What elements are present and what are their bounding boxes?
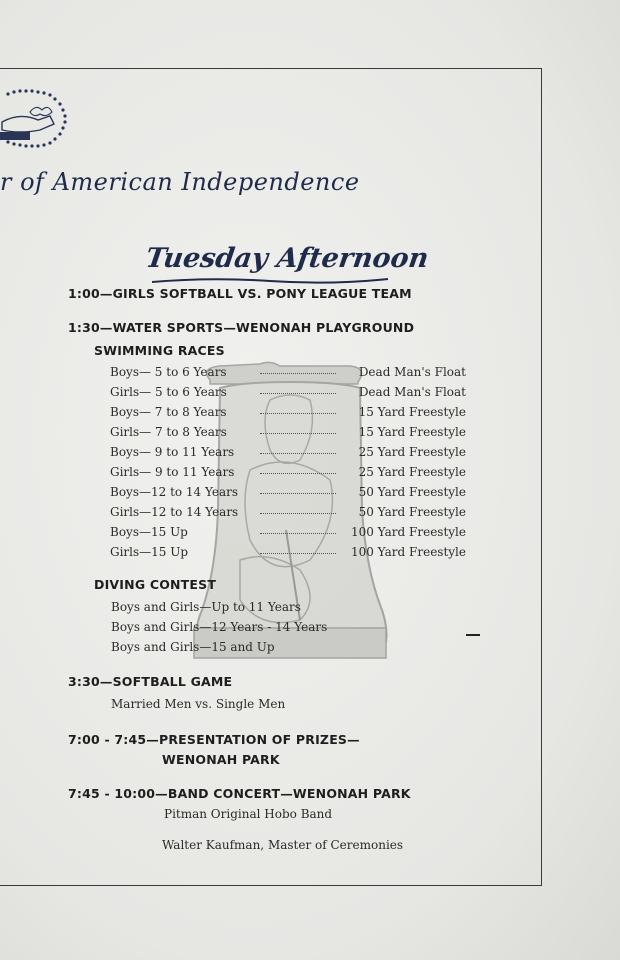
diving-group: Boys and Girls—Up to 11 Years — [111, 600, 301, 614]
event-softball-game: 3:30—SOFTBALL GAME — [68, 674, 233, 689]
race-row — [110, 485, 466, 501]
race-age-group: Boys—15 Up — [110, 525, 188, 539]
event-band-concert: 7:45 - 10:00—BAND CONCERT—WENONAH PARK — [68, 786, 411, 801]
race-row — [110, 505, 466, 521]
dot-leader — [260, 433, 336, 434]
race-age-group: Girls—12 to 14 Years — [110, 505, 239, 519]
race-row — [110, 545, 466, 561]
dot-leader — [260, 493, 336, 494]
stray-dash-mark — [466, 634, 480, 636]
race-age-group: Boys— 7 to 8 Years — [110, 405, 227, 419]
dot-leader — [260, 473, 336, 474]
race-event: Dead Man's Float — [358, 385, 466, 399]
section-title: Tuesday Afternoon — [143, 243, 431, 274]
event-girls-softball: 1:00—GIRLS SOFTBALL VS. PONY LEAGUE TEAM — [68, 286, 412, 301]
race-event: 100 Yard Freestyle — [350, 545, 466, 559]
race-row — [110, 405, 466, 421]
race-row — [110, 365, 466, 381]
race-event: 50 Yard Freestyle — [358, 505, 466, 519]
event-presentation-location: WENONAH PARK — [162, 752, 280, 767]
race-row — [110, 425, 466, 441]
race-row — [110, 465, 466, 481]
race-event: 50 Yard Freestyle — [358, 485, 466, 499]
event-presentation-of-prizes: 7:00 - 7:45—PRESENTATION OF PRIZES— — [68, 732, 360, 747]
diving-group: Boys and Girls—12 Years - 14 Years — [111, 620, 328, 634]
race-event: 15 Yard Freestyle — [358, 425, 466, 439]
race-age-group: Boys— 9 to 11 Years — [110, 445, 235, 459]
race-event: 15 Yard Freestyle — [358, 405, 466, 419]
dot-leader — [260, 393, 336, 394]
dot-leader — [260, 513, 336, 514]
master-of-ceremonies: Walter Kaufman, Master of Ceremonies — [162, 838, 404, 852]
page-header-title: r of American Independence — [0, 168, 360, 196]
race-age-group: Girls— 9 to 11 Years — [110, 465, 235, 479]
race-event: 25 Yard Freestyle — [358, 445, 466, 459]
title-swash-underline — [150, 276, 390, 286]
race-age-group: Boys— 5 to 6 Years — [110, 365, 227, 379]
event-water-sports: 1:30—WATER SPORTS—WENONAH PLAYGROUND — [68, 320, 415, 335]
diving-group: Boys and Girls—15 and Up — [111, 640, 275, 654]
race-age-group: Boys—12 to 14 Years — [110, 485, 239, 499]
dot-leader — [260, 533, 336, 534]
race-event: Dead Man's Float — [358, 365, 466, 379]
dot-leader — [260, 373, 336, 374]
race-row — [110, 445, 466, 461]
race-age-group: Girls— 7 to 8 Years — [110, 425, 227, 439]
band-name: Pitman Original Hobo Band — [164, 807, 333, 821]
dot-leader — [260, 453, 336, 454]
race-row — [110, 525, 466, 541]
race-event: 25 Yard Freestyle — [358, 465, 466, 479]
race-event: 100 Yard Freestyle — [350, 525, 466, 539]
swimming-races-heading: SWIMMING RACES — [94, 343, 225, 358]
dot-leader — [260, 553, 336, 554]
diving-contest-heading: DIVING CONTEST — [94, 577, 217, 592]
dot-leader — [260, 413, 336, 414]
race-age-group: Girls—15 Up — [110, 545, 189, 559]
race-row — [110, 385, 466, 401]
star-seal-emblem-icon — [0, 82, 72, 162]
softball-matchup: Married Men vs. Single Men — [111, 697, 286, 711]
race-age-group: Girls— 5 to 6 Years — [110, 385, 227, 399]
